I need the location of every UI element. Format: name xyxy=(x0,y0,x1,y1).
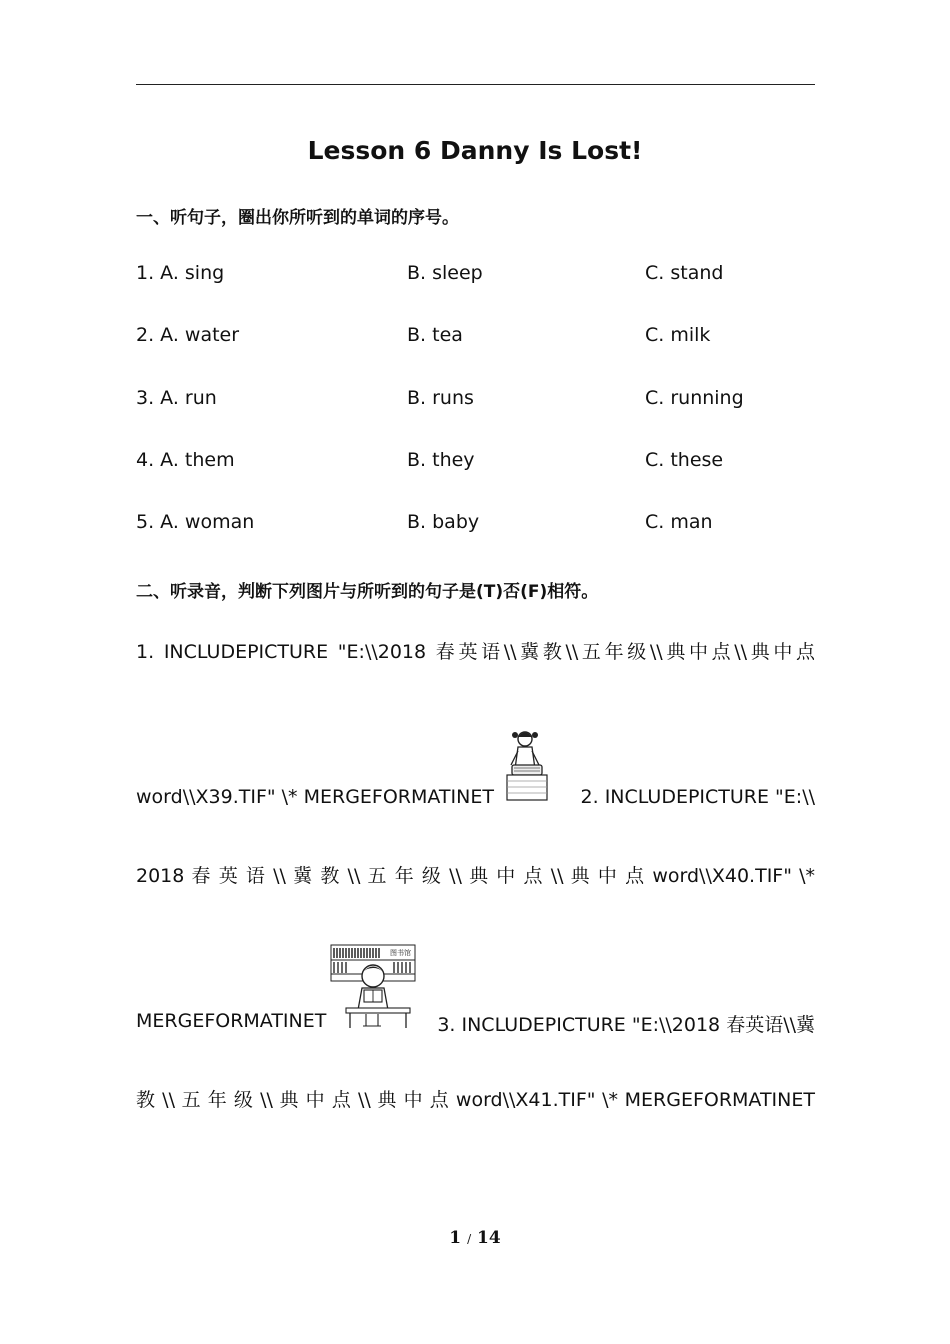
option-a: 5. A. woman xyxy=(136,511,255,533)
option-c: C. running xyxy=(645,387,744,409)
section-1-heading: 一、听句子，圈出你所听到的单词的序号。 xyxy=(136,208,459,228)
question-row-5 xyxy=(136,511,815,541)
option-b: B. tea xyxy=(407,324,463,346)
girl-washing-clothes-picture xyxy=(503,725,555,805)
option-c: C. man xyxy=(645,511,713,533)
option-a: 2. A. water xyxy=(136,324,240,346)
include-line-5: 教 \\ 五 年 级 \\ 典 中 点 \\ 典 中 点 word\\X41.TIF" \* MERGEFORMATINET xyxy=(136,1089,815,1111)
option-c: C. these xyxy=(645,449,724,471)
question-row-4 xyxy=(136,449,815,479)
section-2-heading: 二、听录音，判断下列图片与所听到的句子是(T)否(F)相符。 xyxy=(136,582,599,602)
include-line-2-left: word\\X39.TIF" \* MERGEFORMATINET xyxy=(136,786,494,808)
option-b: B. baby xyxy=(407,511,480,533)
option-a: 1. A. sing xyxy=(136,262,225,284)
boy-reading-library-picture xyxy=(330,944,416,1030)
page-total: 14 xyxy=(477,1228,501,1248)
option-c: C. stand xyxy=(645,262,724,284)
include-line-4-left: MERGEFORMATINET xyxy=(136,1010,327,1032)
header-rule xyxy=(136,84,815,85)
question-row-1 xyxy=(136,262,815,292)
include-line-1: 1. INCLUDEPICTURE "E:\\2018 春英语\\冀教\\五年级\\典中点\\典中点 xyxy=(136,641,815,663)
library-sign-text: 图书馆 xyxy=(390,949,411,957)
option-a: 3. A. run xyxy=(136,387,217,409)
page-separator: / xyxy=(467,1232,472,1246)
option-b: B. they xyxy=(407,449,475,471)
include-line-2-right: 2. INCLUDEPICTURE "E:\\ xyxy=(580,786,815,808)
option-b: B. runs xyxy=(407,387,474,409)
option-b: B. sleep xyxy=(407,262,483,284)
page-current: 1 xyxy=(449,1228,462,1248)
option-a: 4. A. them xyxy=(136,449,235,471)
question-row-2 xyxy=(136,324,815,354)
include-line-4-right: 3. INCLUDEPICTURE "E:\\2018 春英语\\冀 xyxy=(437,1014,815,1036)
question-row-3 xyxy=(136,387,815,417)
page-number xyxy=(0,1228,950,1248)
include-line-3: 2018 春 英 语 \\ 冀 教 \\ 五 年 级 \\ 典 中 点 \\ 典 中 点 word\\X40.TIF" \* xyxy=(136,865,815,887)
option-c: C. milk xyxy=(645,324,711,346)
lesson-title: Lesson 6 Danny Is Lost! xyxy=(307,136,643,165)
